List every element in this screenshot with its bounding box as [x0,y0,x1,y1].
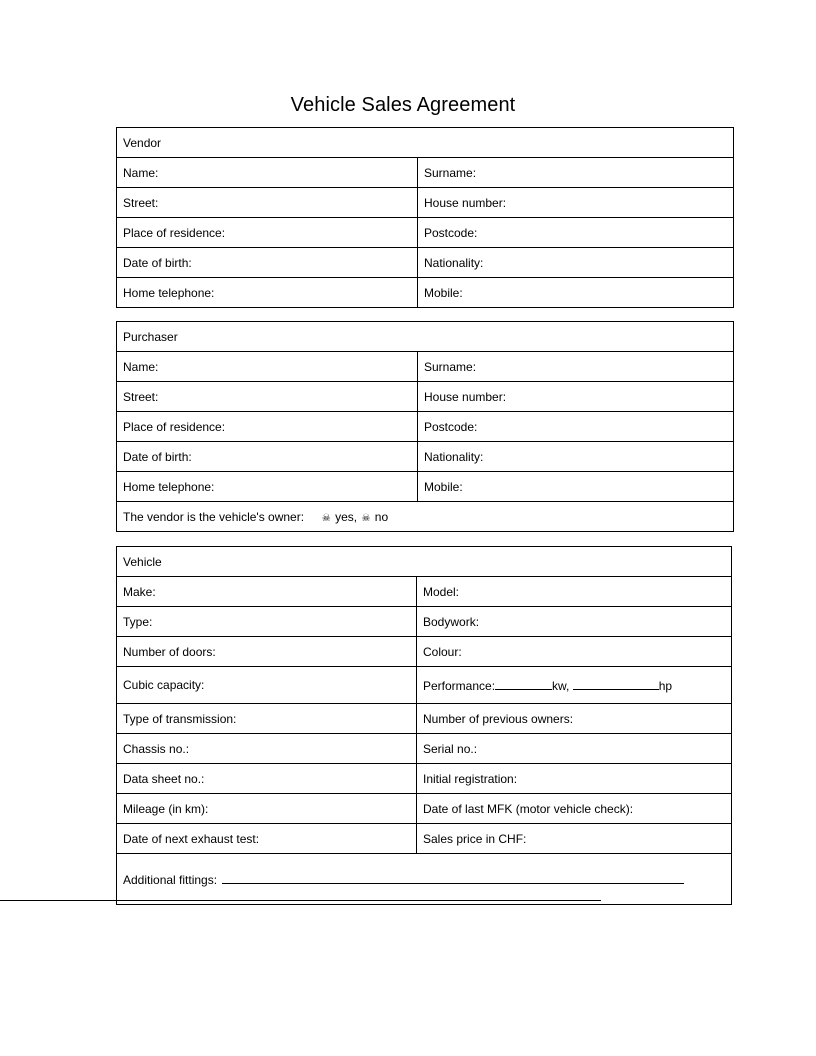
vendor-place-of-residence-field[interactable]: Place of residence: [117,218,418,248]
checkbox-icon[interactable]: ☠ [321,512,331,524]
vendor-date-of-birth-field[interactable]: Date of birth: [117,248,418,278]
purchaser-surname-field[interactable]: Surname: [418,352,734,382]
vehicle-initial-registration-field[interactable]: Initial registration: [417,764,732,794]
purchaser-name-field[interactable]: Name: [117,352,418,382]
additional-fittings-field[interactable] [117,854,732,905]
owner-question-label: The vendor is the vehicle's owner: [123,509,305,524]
vehicle-previous-owners-field[interactable]: Number of previous owners: [417,704,732,734]
performance-kw-blank[interactable] [495,678,552,690]
vehicle-bodywork-field[interactable]: Bodywork: [417,607,732,637]
vendor-surname-field[interactable]: Surname: [418,158,734,188]
purchaser-street-field[interactable]: Street: [117,382,418,412]
purchaser-postcode-field[interactable]: Postcode: [418,412,734,442]
purchaser-heading: Purchaser [117,322,734,352]
vehicle-serial-no-field[interactable]: Serial no.: [417,734,732,764]
vehicle-model-field[interactable]: Model: [417,577,732,607]
vehicle-make-field[interactable]: Make: [117,577,417,607]
owner-question-row [117,502,734,532]
vehicle-section [116,546,732,905]
purchaser-mobile-field[interactable]: Mobile: [418,472,734,502]
vendor-postcode-field[interactable]: Postcode: [418,218,734,248]
performance-hp-unit: hp [658,678,673,693]
additional-fittings-second-line [0,900,601,901]
vendor-street-field[interactable]: Street: [117,188,418,218]
purchaser-place-of-residence-field[interactable]: Place of residence: [117,412,418,442]
additional-fittings-line[interactable] [222,872,684,884]
vehicle-heading: Vehicle [117,547,732,577]
vehicle-cubic-capacity-field[interactable]: Cubic capacity: [117,667,417,704]
performance-kw-unit: kw, [552,678,570,693]
vehicle-sales-price-field[interactable]: Sales price in CHF: [417,824,732,854]
vendor-nationality-field[interactable]: Nationality: [418,248,734,278]
purchaser-section [116,321,734,532]
vehicle-transmission-field[interactable]: Type of transmission: [117,704,417,734]
performance-hp-blank[interactable] [573,678,659,690]
purchaser-house-number-field[interactable]: House number: [418,382,734,412]
purchaser-nationality-field[interactable]: Nationality: [418,442,734,472]
purchaser-date-of-birth-field[interactable]: Date of birth: [117,442,418,472]
vehicle-next-exhaust-test-field[interactable]: Date of next exhaust test: [117,824,417,854]
performance-label: Performance: [423,678,496,693]
additional-fittings-label: Additional fittings: [123,872,218,887]
vehicle-last-mfk-field[interactable]: Date of last MFK (motor vehicle check): [417,794,732,824]
vehicle-chassis-no-field[interactable]: Chassis no.: [117,734,417,764]
owner-no-label: no [374,509,389,524]
checkbox-icon[interactable]: ☠ [361,512,371,524]
vehicle-type-field[interactable]: Type: [117,607,417,637]
vehicle-data-sheet-no-field[interactable]: Data sheet no.: [117,764,417,794]
vendor-name-field[interactable]: Name: [117,158,418,188]
vehicle-number-of-doors-field[interactable]: Number of doors: [117,637,417,667]
vehicle-performance-field[interactable] [417,667,732,704]
purchaser-home-telephone-field[interactable]: Home telephone: [117,472,418,502]
vehicle-colour-field[interactable]: Colour: [417,637,732,667]
owner-yes-label: yes, [335,509,358,524]
vendor-section [116,127,734,308]
vendor-mobile-field[interactable]: Mobile: [418,278,734,308]
vendor-home-telephone-field[interactable]: Home telephone: [117,278,418,308]
page-title: Vehicle Sales Agreement [290,94,516,116]
vendor-heading: Vendor [117,128,734,158]
vehicle-mileage-field[interactable]: Mileage (in km): [117,794,417,824]
vendor-house-number-field[interactable]: House number: [418,188,734,218]
